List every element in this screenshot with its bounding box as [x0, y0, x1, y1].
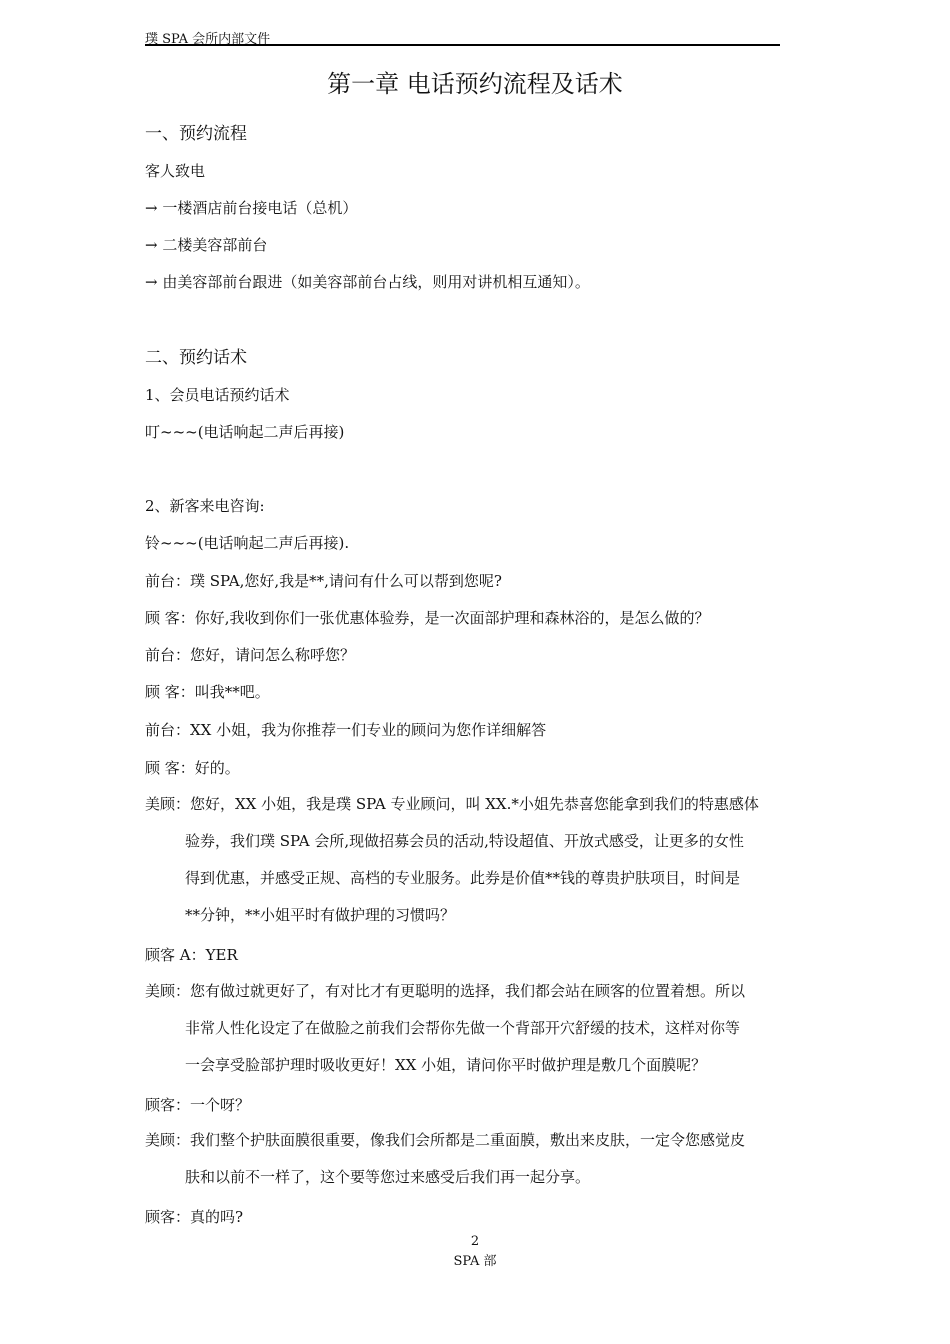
header-org: 璞 SPA 会所内部文件 — [145, 32, 271, 47]
chapter-title: 第一章 电话预约流程及话术 — [327, 70, 623, 98]
dialog-line: 前台：XX 小姐，我为你推荐一们专业的顾问为您作详细解答 — [145, 721, 547, 739]
flow-step: → 二楼美容部前台 — [145, 236, 268, 254]
sub1-title: 1、会员电话预约话术 — [145, 386, 290, 404]
page-number: 2 — [470, 1234, 480, 1249]
customer-reply-a: 顾客 A：YER — [145, 946, 238, 964]
dialog-line: 顾 客：叫我**吧。 — [145, 683, 270, 701]
paragraph-line: 美顾：您好，XX 小姐，我是璞 SPA 专业顾问，叫 XX.*小姐先恭喜您能拿到我们的特惠感体 — [145, 795, 759, 813]
footer-dept: SPA 部 — [453, 1254, 497, 1269]
consultant-paragraph-3 — [145, 1122, 810, 1196]
flow-step: → 由美容部前台跟进（如美容部前台占线，则用对讲机相互通知）。 — [145, 273, 590, 291]
paragraph-line: 肤和以前不一样了，这个要等您过来感受后我们再一起分享。 — [185, 1168, 591, 1186]
section2-heading: 二、预约话术 — [145, 348, 247, 368]
paragraph-line: 非常人性化设定了在做脸之前我们会帮你先做一个背部开穴舒缓的技术，这样对你等 — [185, 1019, 741, 1037]
customer-reply-b: 顾客：一个呀？ — [145, 1096, 251, 1114]
consultant-paragraph-2 — [145, 973, 810, 1084]
dialog-line: 前台：您好，请问怎么称呼您？ — [145, 646, 356, 664]
customer-reply-c: 顾客：真的吗? — [145, 1208, 244, 1226]
dialog-line: 顾 客：好的。 — [145, 759, 240, 777]
header-rule — [145, 44, 780, 46]
paragraph-line: 美顾：您有做过就更好了，有对比才有更聪明的选择，我们都会站在顾客的位置着想。所以 — [145, 982, 746, 1000]
dialog-line: 顾 客：你好,我收到你们一张优惠体验券，是一次面部护理和森林浴的，是怎么做的？ — [145, 609, 710, 627]
section1-heading: 一、预约流程 — [145, 124, 247, 144]
sub1-line: 叮~~~(电话响起二声后再接) — [145, 423, 345, 441]
sub2-title: 2、新客来电咨询: — [145, 497, 265, 515]
paragraph-line: **分钟，**小姐平时有做护理的习惯吗？ — [185, 906, 456, 924]
sub2-line: 铃~~~(电话响起二声后再接). — [145, 534, 350, 552]
dialog-line: 前台：璞 SPA,您好,我是**,请问有什么可以帮到您呢? — [145, 572, 502, 590]
consultant-paragraph-1 — [145, 786, 810, 934]
section1-intro: 客人致电 — [145, 162, 206, 180]
paragraph-line: 得到优惠，并感受正规、高档的专业服务。此券是价值**钱的尊贵护肤项目，时间是 — [185, 869, 741, 887]
flow-step: → 一楼酒店前台接电话（总机） — [145, 199, 358, 217]
paragraph-line: 美顾：我们整个护肤面膜很重要，像我们会所都是二重面膜，敷出来皮肤，一定令您感觉皮 — [145, 1131, 746, 1149]
paragraph-line: 验券，我们璞 SPA 会所,现做招募会员的活动,特设超值、开放式感受，让更多的女性 — [185, 832, 744, 850]
paragraph-line: 一会享受脸部护理时吸收更好！XX 小姐，请问你平时做护理是敷几个面膜呢？ — [185, 1056, 707, 1074]
